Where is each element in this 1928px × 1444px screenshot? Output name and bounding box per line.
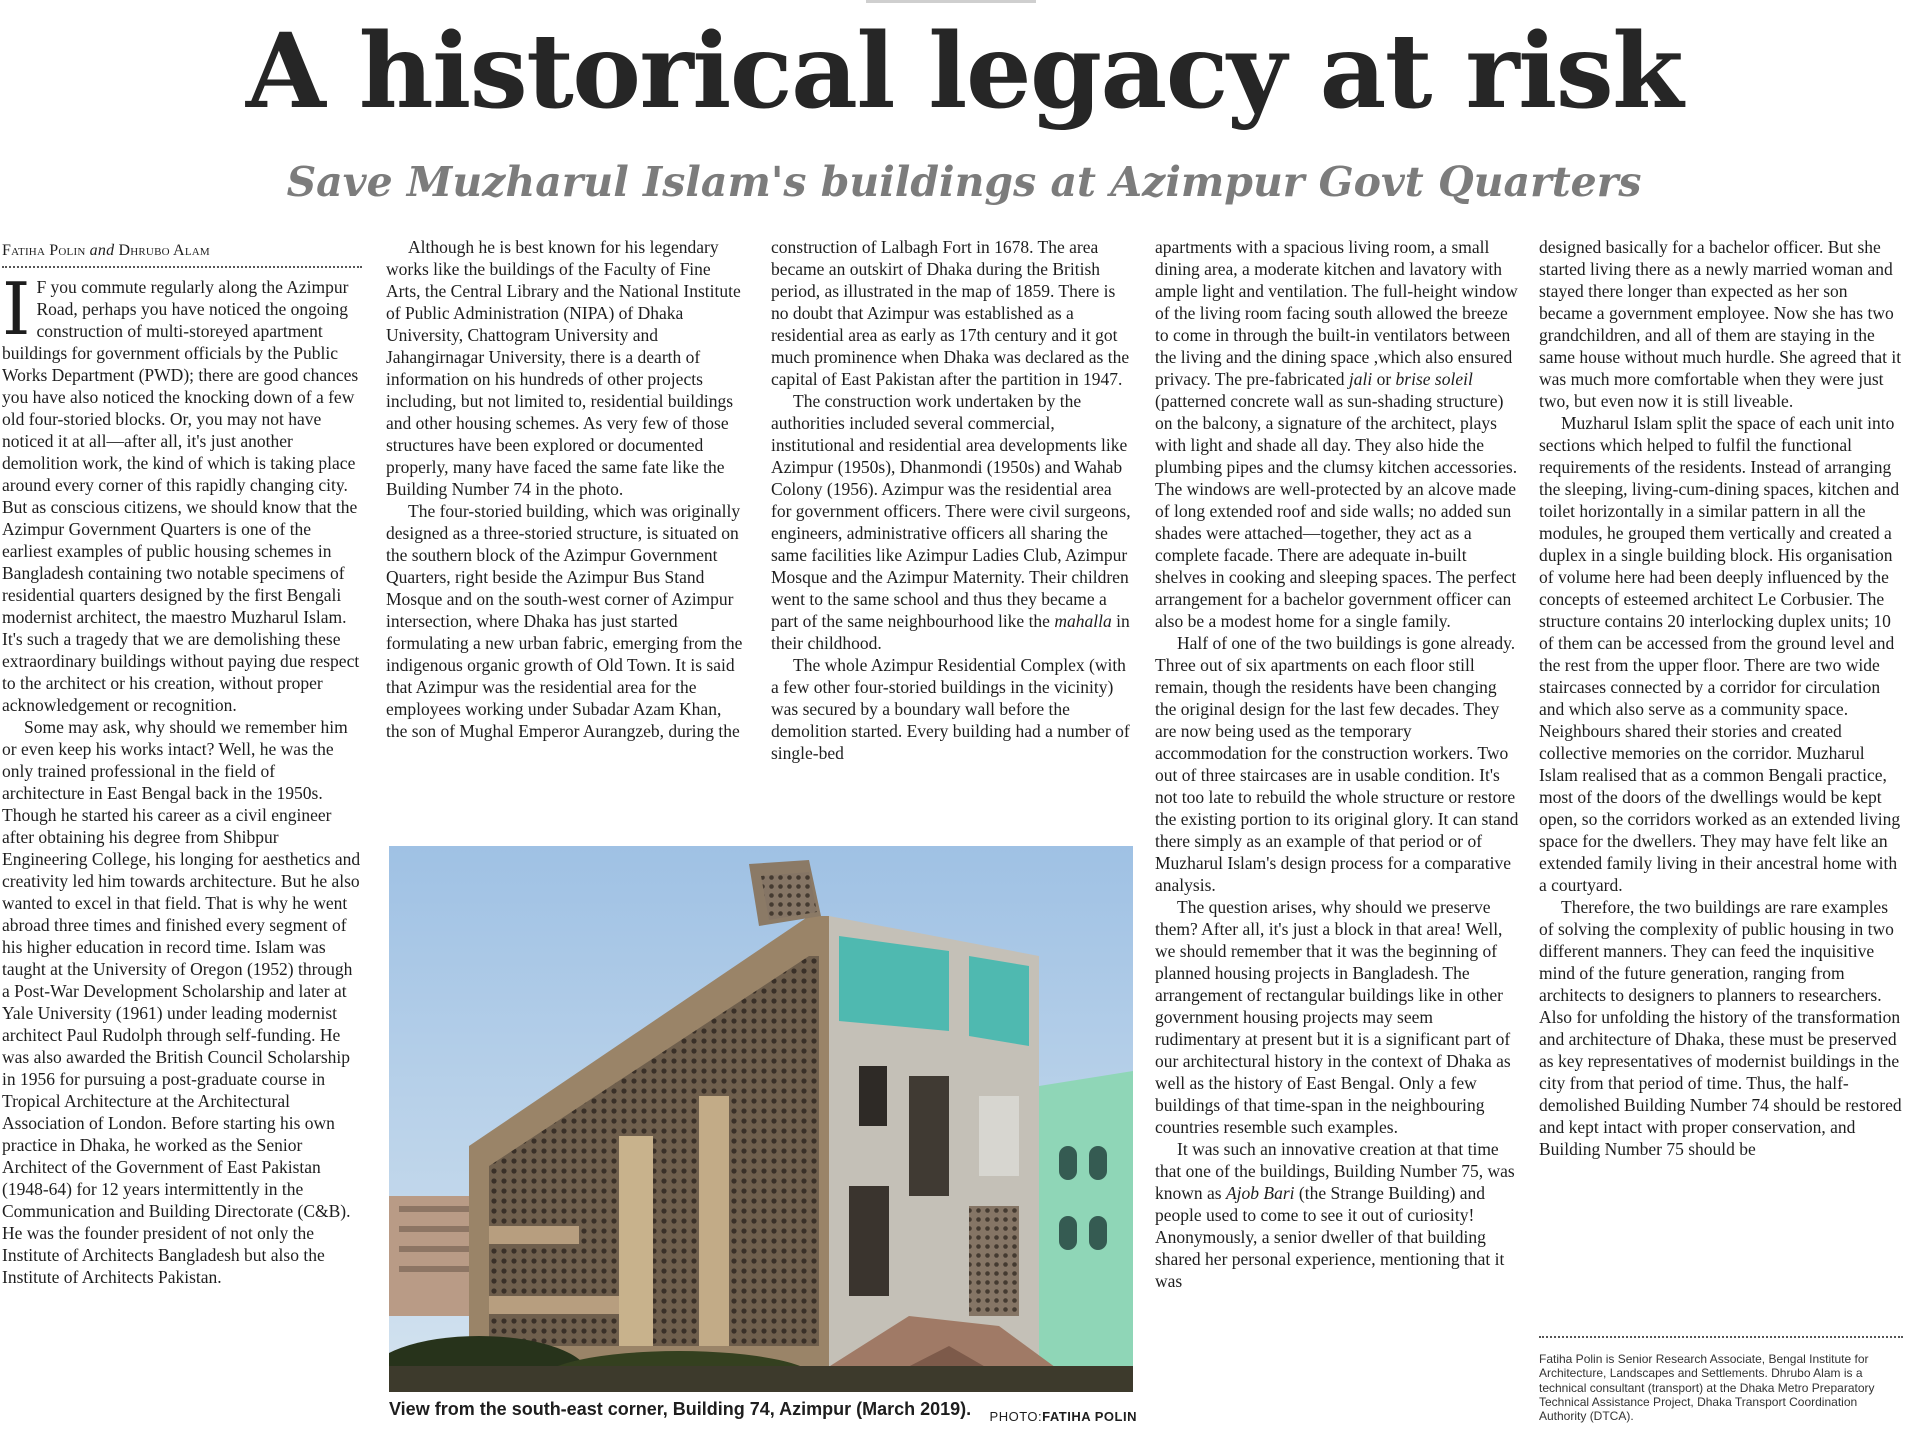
- author-2: Dhrubo Alam: [118, 242, 210, 259]
- italic-term: mahalla: [1054, 611, 1112, 631]
- author-bio: Fatiha Polin is Senior Research Associate, Bengal Institute for Architecture, Landscapes and Settlements. Dhrubo Alam is a technical consultant (transport) at the Dhaka Metro Preparatory Technical Assistance Project, Dhaka Transport Coordination Authority (DTCA).: [1539, 1336, 1903, 1423]
- paragraph: The four-storied building, which was originally designed as a three-storied structure, is situated on the southern block of the Azimpur Government Quarters, right beside the Azimpur Bus Stand Mosque and on the south-west corner of Azimpur intersection, where Dhaka has just started formulating a new urban fabric, emerging from the indigenous organic growth of Old Town. It is said that Azimpur was the residential area for the employees working under Subadar Azam Khan, the son of Mughal Emperor Aurangzeb, during the: [386, 501, 743, 741]
- italic-term: brise soleil: [1395, 369, 1473, 389]
- paragraph-text: apartments with a spacious living room, a small dining area, a moderate kitchen and lavatory with ample light and ventilation. The full-height window of the living room facing south allowed the breeze to come in through the built-in ventilators between the living and the dining space ,which also ensured privacy. The pre-fabricated: [1155, 237, 1518, 389]
- photo-credit-label: PHOTO:: [989, 1409, 1043, 1424]
- paragraph: Therefore, the two buildings are rare examples of solving the complexity of public housing in two different manners. They can feed the inquisitive mind of the future generation, ranging from architects to designers to planners to researchers. Also for unfolding the history of the transformation and architecture of Dhaka, these must be preserved as key representatives of modernist buildings in the city from that period of time. Thus, the half-demolished Building Number 74 should be restored and kept intact with proper conservation, and Building Number 75 should be: [1539, 897, 1902, 1159]
- paragraph: [1155, 1138, 1519, 1292]
- paragraph-text: F you commute regularly along the Azimpur Road, perhaps you have noticed the ongoing construction of multi-storeyed apartment buildings for government officials by the Public Works Department (PWD); there are good chances you have also noticed the knocking down of a few old four-storied blocks. Or, you may not have noticed it at all—after all, it's just another demolition work, the kind of which is taking place around every corner of this rapidly changing city. But as conscious citizens, we should know that the Azimpur Government Quarters is one of the earliest examples of public housing schemes in Bangladesh containing two notable specimens of residential quarters designed by the first Bengali modernist architect, the maestro Muzharul Islam. It's such a tragedy that we are demolishing these extraordinary buildings without paying due respect to the architect or his creation, without proper acknowledgement or recognition.: [2, 277, 360, 715]
- photographer-name: FATIHA POLIN: [1042, 1409, 1137, 1424]
- green-building: [1039, 1071, 1133, 1392]
- paragraph-text: It was such an innovative creation at that time that one of the buildings, Building Number 75, was known as: [1155, 1139, 1515, 1203]
- column-2: [386, 236, 746, 742]
- paragraph-text: or: [1372, 369, 1396, 389]
- paragraph: [2, 267, 362, 716]
- paragraph-text: (the Strange Building) and people used to come to see it out of curiosity! Anonymously, a senior dweller of that building shared her personal experience, mentioning that it was: [1155, 1183, 1505, 1291]
- drop-cap: I: [2, 267, 31, 351]
- paragraph: [1155, 236, 1519, 632]
- headline: A historical legacy at risk: [245, 11, 1683, 132]
- building-photo: [389, 846, 1133, 1392]
- column-5: [1539, 236, 1903, 1160]
- building-illustration: [389, 846, 1133, 1392]
- top-rule: [866, 0, 1036, 3]
- byline: [2, 240, 362, 268]
- paragraph: construction of Lalbagh Fort in 1678. The area became an outskirt of Dhaka during the British period, as illustrated in the map of 1859. There is no doubt that Azimpur was established as a residential area as early as 17th century and it got much prominence when Dhaka was declared as the capital of East Pakistan after the partition in 1947.: [771, 237, 1130, 389]
- italic-term: jali: [1348, 369, 1373, 389]
- paragraph: Although he is best known for his legendary works like the buildings of the Faculty of Fine Arts, the Central Library and the National Institute of Public Administration (NIPA) of Dhaka University, Chattogram University and Jahangirnagar University, there is a dearth of information on his hundreds of other projects including, but not limited to, residential buildings and other housing schemes. As very few of those structures have been explored or documented properly, many have faced the same fate like the Building Number 74 in the photo.: [386, 237, 741, 499]
- paragraph: The question arises, why should we preserve them? After all, it's just a block in that area! Well, we should remember that it was the beginning of planned housing projects in Bangladesh. The arrangement of rectangular buildings like in other government housing projects may seem rudimentary at present but it is a significant part of our architectural history in the context of Dhaka as well as the history of East Bengal. Only a few buildings of that time-span in the neighbouring countries resemble such examples.: [1155, 897, 1511, 1137]
- photo-credit: [987, 1409, 1137, 1424]
- author-1: Fatiha Polin: [2, 242, 86, 259]
- paragraph: The whole Azimpur Residential Complex (with a few other four-storied buildings in the vicinity) was secured by a boundary wall before the demolition started. Every building had a number of single-bed: [771, 655, 1130, 763]
- column-3: [771, 236, 1135, 764]
- photo-caption: View from the south-east corner, Building 74, Azimpur (March 2019).: [389, 1399, 972, 1419]
- paragraph: Some may ask, why should we remember him or even keep his works intact? Well, he was the only trained professional in the field of architecture in East Bengal back in the 1950s. Though he started his career as a civil engineer after obtaining his degree from Shibpur Engineering College, his longing for aesthetics and creativity led him towards architecture. But he also wanted to excel in that field. That is why he went abroad three times and finished every segment of his higher education in record time. Islam was taught at the University of Oregon (1952) through a Post-War Development Scholarship and later at Yale University (1961) under leading modernist architect Paul Rudolph through self-funding. He was also awarded the British Council Scholarship in 1956 for pursuing a post-graduate course in Tropical Architecture at the Architectural Association of London. Before starting his own practice in Dhaka, he worked as the Senior Architect of the Government of East Pakistan (1948-64) for 12 years intermittently in the Communication and Building Directorate (C&B). He was the founder president of not only the Institute of Architects Bangladesh but also the Institute of Architects Pakistan.: [2, 717, 361, 1287]
- paragraph-text: (patterned concrete wall as sun-shading structure) on the balcony, a signature of the architect, plays with light and shade all day. They also hide the plumbing pipes and the clumsy kitchen accessories. The windows are well-protected by an alcove made of long extended roof and side walls; no added sun shades were attached—together, they act as a complete facade. There are adequate in-built shelves in cooking and sleeping spaces. The perfect arrangement for a bachelor government officer can also be a modest home for a single family.: [1155, 391, 1518, 631]
- italic-term: Ajob Bari: [1225, 1183, 1295, 1203]
- column-1: [2, 240, 362, 1288]
- background-building: [389, 1196, 479, 1316]
- paragraph-text: in their childhood.: [771, 611, 1130, 653]
- paragraph-text: The construction work undertaken by the authorities included several commercial, institutional and residential area developments like Azimpur (1950s), Dhanmondi (1950s) and Wahab Colony (1956). Azimpur was the residential area for government officers. There were civil surgeons, engineers, administrative officers all sharing the same facilities like Azimpur Ladies Club, Azimpur Mosque and the Azimpur Maternity. Their children went to the same school and thus they became a part of the same neighbourhood like the: [771, 391, 1131, 631]
- byline-conjunction: and: [89, 242, 115, 259]
- paragraph: Half of one of the two buildings is gone already. Three out of six apartments on each floor still remain, though the residents have been changing the original design for the last few decades. They are now being used as the temporary accommodation for the construction workers. Two out of three staircases are in usable condition. It's not too late to rebuild the whole structure or restore the existing portion to its original glory. It can stand there simply as an example of that period or of Muzharul Islam's design process for a comparative analysis.: [1155, 633, 1519, 895]
- paragraph: designed basically for a bachelor officer. But she started living there as a newly married woman and stayed there longer than expected as her son became a government employee. Now she has two grandchildren, and all of them are staying in the same house without much hurdle. She agreed that it was much more comfortable when they were just two, but even now it is still liveable.: [1539, 237, 1902, 411]
- column-4: [1155, 236, 1519, 1292]
- paragraph: [771, 390, 1135, 654]
- subheadline: Save Muzharul Islam's buildings at Azimpur Govt Quarters: [286, 158, 1642, 206]
- paragraph: Muzharul Islam split the space of each unit into sections which helped to fulfil the functional requirements of the residents. Instead of arranging the sleeping, living-cum-dining spaces, kitchen and toilet horizontally in a similar pattern in all the modules, he grouped them vertically and created a duplex in a single building block. His organisation of volume here had been deeply influenced by the concepts of esteemed architect Le Corbusier. The structure contains 20 interlocking duplex units; 10 of them can be accessed from the ground level and the rest from the upper floor. There are two wide staircases connected by a corridor for circulation and which also serve as a community space. Neighbours shared their stories and created collective memories on the corridor. Muzharul Islam realised that as a common Bengali practice, most of the doors of the dwellings would be kept open, so the corridors worked as an extended living space for the dwellers. They may have felt like an extended family living in their ancestral home with a courtyard.: [1539, 413, 1901, 895]
